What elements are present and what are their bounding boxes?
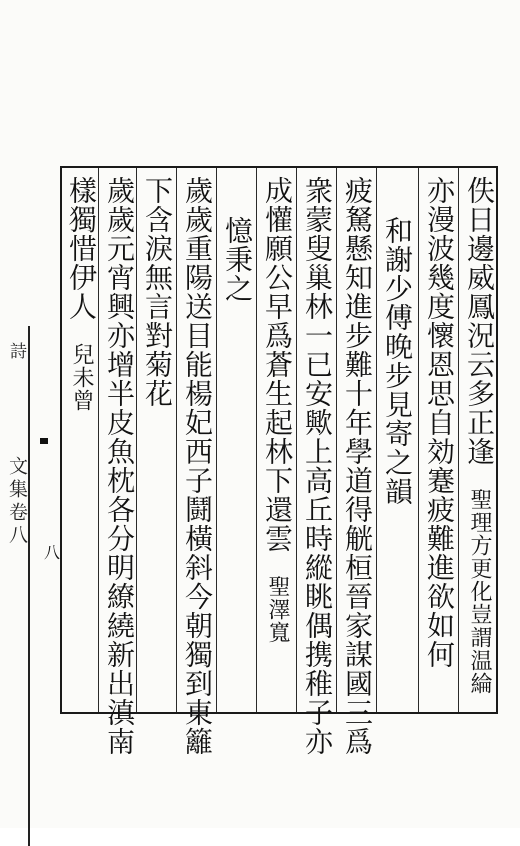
column-separator [376,168,377,712]
column-separator [458,168,459,712]
frame-top-rule [60,166,498,168]
text-column-9 [140,176,174,706]
column-text: 歲歲元宵興亦增半皮魚枕各分明繚繞新出滇南 [103,176,136,756]
poem-title: 和謝少傅晚步見寄之韻 [381,216,414,506]
column-text: 樣獨惜伊人 [65,176,98,321]
column-text: 亦漫波幾度懷恩思自効蹇疲難進欲如何 [423,176,456,669]
margin-label-volume: 文集卷八 [6,456,28,548]
text-column-6 [260,176,294,706]
text-column-2 [422,176,456,706]
margin-page-mark: 八 [44,543,61,562]
column-note: 兒未曾 [69,343,94,412]
column-note: 聖理方更化豈謂温綸 [467,488,492,695]
column-separator [336,168,337,712]
column-text: 下含淚無言對菊花 [141,176,174,408]
text-column-5 [300,176,334,756]
column-separator [98,168,99,712]
frame-left-rule [60,166,62,714]
text-column-11 [64,176,98,706]
binding-line [28,326,40,846]
column-separator [418,168,419,712]
text-column-1 [462,176,496,706]
frame-right-rule [496,166,498,714]
column-separator [256,168,257,712]
column-separator [296,168,297,712]
text-column-7 [220,216,254,746]
column-text: 成懽願公早爲蒼生起林下還雲 [261,176,294,553]
margin-label-upper: 詩 [6,342,26,361]
text-column-10 [102,176,136,756]
text-column-3 [380,216,414,746]
margin-block-mark [40,438,48,444]
poem-title: 憶秉之 [221,216,254,303]
column-text: 衆蒙叟巢林一已安歟上高丘時縱眺偶携稚子亦 [301,176,334,756]
column-text: 佚日邊威鳳況云多正逢 [463,176,496,466]
column-separator [136,168,137,712]
column-note: 聖澤寬 [265,575,290,644]
column-separator [176,168,177,712]
binding-margin [0,166,60,714]
text-column-4 [340,176,374,756]
column-text: 疲駑懸知進步難十年學道得觥桓晉家謀國三爲 [341,176,374,756]
text-column-8 [180,176,214,756]
column-text: 歲歲重陽送目能楊妃西子鬪橫斜今朝獨到東籬 [181,176,214,756]
column-separator [216,168,217,712]
